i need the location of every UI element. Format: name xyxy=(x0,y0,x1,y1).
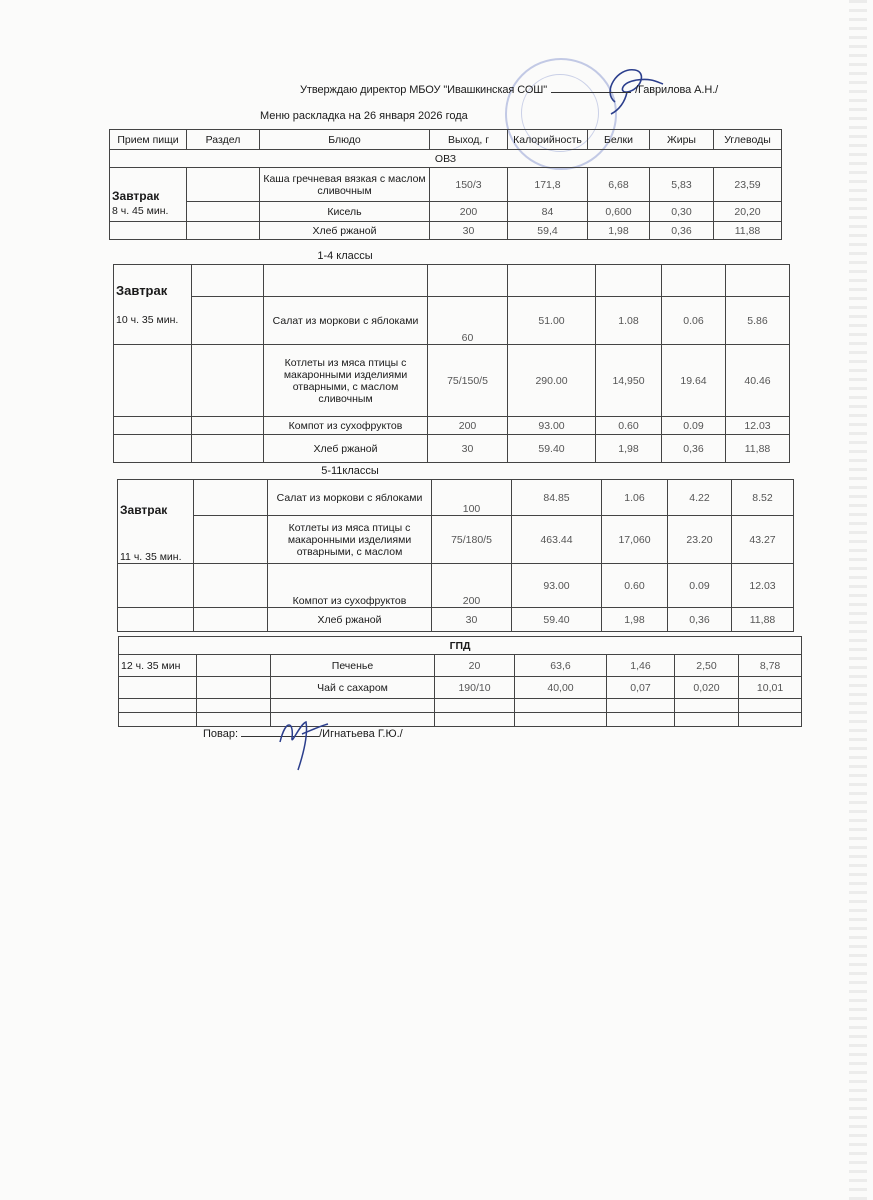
director-name: /Гаврилова А.Н./ xyxy=(635,84,719,96)
dish-name: Печенье xyxy=(271,655,435,677)
approval-line xyxy=(300,83,718,96)
menu-table-grades-1-4 xyxy=(113,264,790,463)
protein-cell: 14,950 xyxy=(596,345,662,417)
meal-name: Завтрак xyxy=(110,168,187,202)
section-title: ОВЗ xyxy=(110,150,782,168)
kcal-cell: 59.40 xyxy=(512,608,602,632)
cook-name: /Игнатьева Г.Ю./ xyxy=(319,728,403,740)
protein-cell: 0.60 xyxy=(596,417,662,435)
protein-cell: 17,060 xyxy=(602,516,668,564)
table-row xyxy=(118,516,794,564)
fat-cell: 0,36 xyxy=(668,608,732,632)
yield-cell: 200 xyxy=(428,417,508,435)
dish-name: Хлеб ржаной xyxy=(268,608,432,632)
table-row xyxy=(110,202,782,222)
fat-cell: 23.20 xyxy=(668,516,732,564)
table-row xyxy=(114,435,790,463)
kcal-cell: 59.40 xyxy=(508,435,596,463)
fat-cell: 0,30 xyxy=(650,202,714,222)
carbs-cell: 8.52 xyxy=(732,480,794,516)
section-title: 5-11классы xyxy=(321,465,379,477)
dish-name: Компот из сухофруктов xyxy=(268,564,432,608)
yield-cell: 200 xyxy=(430,202,508,222)
carbs-cell: 12.03 xyxy=(732,564,794,608)
kcal-cell: 290.00 xyxy=(508,345,596,417)
kcal-cell: 84.85 xyxy=(512,480,602,516)
col-header: Углеводы xyxy=(714,130,782,150)
kcal-cell: 463.44 xyxy=(512,516,602,564)
table-row xyxy=(114,417,790,435)
col-header: Блюдо xyxy=(260,130,430,150)
meal-time: 12 ч. 35 мин xyxy=(119,655,197,677)
dish-name: Котлеты из мяса птицы с макаронными изделиями отварными, с маслом сливочным xyxy=(264,345,428,417)
protein-cell: 1.08 xyxy=(596,297,662,345)
menu-table-gpd xyxy=(118,636,802,727)
dish-name: Каша гречневая вязкая с маслом сливочным xyxy=(260,168,430,202)
signature-blank xyxy=(551,83,631,93)
carbs-cell: 43.27 xyxy=(732,516,794,564)
table-row xyxy=(114,297,790,345)
cook-label: Повар: xyxy=(203,728,239,740)
table-header-row xyxy=(110,130,782,150)
fat-cell: 0.09 xyxy=(662,417,726,435)
yield-cell: 75/180/5 xyxy=(432,516,512,564)
table-row xyxy=(118,608,794,632)
table-row xyxy=(110,222,782,240)
yield-cell: 20 xyxy=(435,655,515,677)
meal-name: Завтрак xyxy=(118,480,194,516)
yield-cell: 30 xyxy=(430,222,508,240)
table-row xyxy=(119,677,802,699)
meal-time: 10 ч. 35 мин. xyxy=(114,297,192,345)
carbs-cell: 11,88 xyxy=(726,435,790,463)
fat-cell: 5,83 xyxy=(650,168,714,202)
col-header: Белки xyxy=(588,130,650,150)
protein-cell: 1,98 xyxy=(602,608,668,632)
protein-cell: 0,07 xyxy=(607,677,675,699)
protein-cell: 6,68 xyxy=(588,168,650,202)
protein-cell: 1.06 xyxy=(602,480,668,516)
yield-cell: 150/3 xyxy=(430,168,508,202)
yield-cell: 100 xyxy=(432,480,512,516)
kcal-cell: 171,8 xyxy=(508,168,588,202)
dish-name: Чай с сахаром xyxy=(271,677,435,699)
kcal-cell: 63,6 xyxy=(515,655,607,677)
dish-name: Салат из моркови с яблоками xyxy=(268,480,432,516)
dish-name: Хлеб ржаной xyxy=(264,435,428,463)
meal-name: Завтрак xyxy=(114,265,192,297)
carbs-cell: 5.86 xyxy=(726,297,790,345)
yield-cell: 75/150/5 xyxy=(428,345,508,417)
fat-cell: 0.06 xyxy=(662,297,726,345)
fat-cell: 4.22 xyxy=(668,480,732,516)
kcal-cell: 93.00 xyxy=(512,564,602,608)
cook-signature xyxy=(272,712,332,774)
carbs-cell: 20,20 xyxy=(714,202,782,222)
col-header: Раздел xyxy=(187,130,260,150)
fat-cell: 0,36 xyxy=(650,222,714,240)
carbs-cell: 8,78 xyxy=(739,655,802,677)
table-row xyxy=(118,564,794,608)
col-header: Прием пищи xyxy=(110,130,187,150)
dish-name: Кисель xyxy=(260,202,430,222)
menu-table-grades-5-11 xyxy=(117,479,794,632)
protein-cell: 1,98 xyxy=(596,435,662,463)
scan-edge-artifact xyxy=(849,0,867,1200)
dish-name: Салат из моркови с яблоками xyxy=(264,297,428,345)
kcal-cell: 40,00 xyxy=(515,677,607,699)
kcal-cell: 84 xyxy=(508,202,588,222)
dish-name: Хлеб ржаной xyxy=(260,222,430,240)
kcal-cell: 59,4 xyxy=(508,222,588,240)
fat-cell: 2,50 xyxy=(675,655,739,677)
fat-cell: 19.64 xyxy=(662,345,726,417)
carbs-cell: 40.46 xyxy=(726,345,790,417)
col-header: Жиры xyxy=(650,130,714,150)
col-header: Калорийность xyxy=(508,130,588,150)
carbs-cell: 10,01 xyxy=(739,677,802,699)
kcal-cell: 93.00 xyxy=(508,417,596,435)
yield-cell: 30 xyxy=(432,608,512,632)
carbs-cell: 23,59 xyxy=(714,168,782,202)
col-header: Выход, г xyxy=(430,130,508,150)
protein-cell: 0.60 xyxy=(602,564,668,608)
fat-cell: 0.09 xyxy=(668,564,732,608)
dish-name: Котлеты из мяса птицы с макаронными изделиями отварными, с маслом xyxy=(268,516,432,564)
approval-text: Утверждаю директор МБОУ "Ивашкинская СОШ" xyxy=(300,84,548,96)
table-row xyxy=(118,480,794,516)
kcal-cell: 51.00 xyxy=(508,297,596,345)
protein-cell: 1,98 xyxy=(588,222,650,240)
table-row xyxy=(119,655,802,677)
carbs-cell: 11,88 xyxy=(732,608,794,632)
protein-cell: 0,600 xyxy=(588,202,650,222)
menu-table-ovz xyxy=(109,129,782,240)
meal-time: 11 ч. 35 мин. xyxy=(118,516,194,564)
yield-cell: 200 xyxy=(432,564,512,608)
yield-cell: 60 xyxy=(428,297,508,345)
table-row xyxy=(114,345,790,417)
menu-title: Меню раскладка на 26 января 2026 года xyxy=(260,110,468,122)
carbs-cell: 12.03 xyxy=(726,417,790,435)
fat-cell: 0,36 xyxy=(662,435,726,463)
meal-time: 8 ч. 45 мин. xyxy=(110,202,187,222)
yield-cell: 30 xyxy=(428,435,508,463)
protein-cell: 1,46 xyxy=(607,655,675,677)
yield-cell: 190/10 xyxy=(435,677,515,699)
dish-name: Компот из сухофруктов xyxy=(264,417,428,435)
section-title: 1-4 классы xyxy=(317,250,373,262)
table-row xyxy=(110,168,782,202)
fat-cell: 0,020 xyxy=(675,677,739,699)
carbs-cell: 11,88 xyxy=(714,222,782,240)
section-title: ГПД xyxy=(119,637,802,655)
